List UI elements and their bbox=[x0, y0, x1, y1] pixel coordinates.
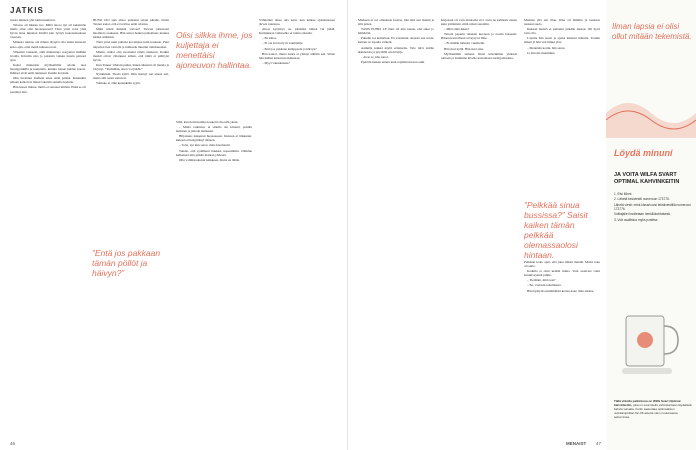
ad-title: Löydä minuni bbox=[614, 148, 673, 158]
page-number-left: 46 bbox=[10, 441, 16, 446]
paragraph: – Entä jos pakkaan kamppeeni ja häivyn? bbox=[262, 46, 317, 51]
pull-quote-1: Olisi silkka ihme, jos kuljettaja ei menettäisi ajoneuvon hallintaa. bbox=[176, 30, 253, 70]
paragraph: Epäröin hetken ennen kuin repäisin kuoren auki. bbox=[361, 59, 425, 64]
paragraph: Kadulla ei ollut ketään muita. Vain sadevesi valui katukiveyksiä pitkin. bbox=[524, 269, 600, 278]
pull-quote-3: ”Pelkkää sinua bussissa?” Saisit kaiken tämän pelkkää olemassaolosi hintaan. bbox=[524, 200, 588, 260]
ad-caption-rest: joka on suunniteltu valmistamaan täydellistä kahvia vaivatta. Keitin saavuttaa optimaalisen uuttolämpötilan 92–96 astetta vain muutamassa sekunnissa. bbox=[614, 402, 692, 419]
paragraph: Taitoin paperin takaisin kuoreen ja nostin katseeni. Hänen kasvoillaan oli kysyvä ilme. bbox=[441, 32, 517, 41]
ad-step: Voittajalle ilmoitetaan henkilökohtaisesti. bbox=[614, 212, 671, 217]
paragraph: Ainoa kysymys on, pitäisikö lähteä vai jäädä. Kumpikaan vaihtoehto ei tunnu oikealta. bbox=[259, 27, 335, 36]
text-column-3 bbox=[176, 120, 252, 440]
paragraph: – Mennään kotiin, hän sanoi. bbox=[527, 45, 566, 50]
paragraph: Hän hymyili ensimmäistä kertaa koko illan aikana. bbox=[527, 288, 595, 293]
magazine-brand: MENAIST bbox=[566, 441, 587, 446]
paragraph: Vahinko ei ollut kenenkään syytä. bbox=[96, 81, 141, 86]
paragraph: Mikä niistä ihmisiä vaivasi? Tarvasi jatkuvasti huomiota osakseen. Hän seisoi hetken paikallaan, kunnes käänsi selkänsä. bbox=[93, 27, 169, 40]
paragraph: – En kiitos. bbox=[262, 36, 278, 41]
page-number-right: 47 bbox=[596, 441, 602, 446]
paragraph: – Avaa se, hän sanoi. bbox=[361, 54, 389, 59]
ad-caption-bold: Tällä viikolla palkintona on Wilfa Svart Optimal kahvinkeitin, bbox=[614, 399, 681, 407]
paragraph: Kukaan meistä ei puhunut pitkään aikaan. Oli hyvä vain olla. bbox=[524, 27, 600, 36]
text-column-1 bbox=[10, 18, 86, 95]
ad-caption bbox=[614, 400, 692, 420]
paragraph: Vilkaisin taakseni, eikä matkustaja reagoinut millään tavalla. Kävelin ulos ja poistuin vaikka tunsin painoni ajan. bbox=[10, 49, 86, 62]
paragraph: – Ei mitään tärkeää, valehtelin. bbox=[444, 41, 486, 46]
paragraph: Kun Tanner vihdoin puhui, hänen äänensä oli matala ja väsynyt. ”Tiedäthän, etten voi jäädä.” bbox=[93, 62, 169, 72]
ad-step: Lähetä viesti: mink.kissa/vuosi tekstiviestillä numeroon 173776. bbox=[614, 202, 691, 211]
paragraph: Hän nauroi, mutta nauru ei yltänyt silmiin asti. Sitten hän käänsi katseensa ikkunaan. bbox=[259, 51, 335, 60]
paragraph: Muistan yhä sen illan. Ilma oli lämmin ja tuulessa tuoksui suola. bbox=[524, 18, 600, 27]
coffee-cup-icon bbox=[622, 310, 680, 386]
ad-step: 1. Etsi Minni. bbox=[614, 192, 633, 196]
paragraph: Nyökkäsin. Tiesin kyllä. Olin tiennyt sen alusta asti, mutta silti sanat sattuivat. bbox=[93, 72, 169, 81]
text-column-5 bbox=[358, 18, 434, 65]
paragraph: Olin valmistautunut kaikkeen, mutta en tähän. bbox=[179, 157, 240, 162]
text-column-2 bbox=[93, 18, 169, 86]
paragraph: Kaksi minuuttia myöhemmin odotin taas bussipysäkillä ja kuuntelin, kuinka toinen hahmo katosi. Ihmiset eivät enää tunteneet itseään kotoisin. bbox=[10, 62, 86, 76]
ad-subtitle: JA VOITA WILFA SVART OPTIMAL KAHVINKEITIN bbox=[614, 172, 680, 185]
paragraph: Ja niin me menimme. bbox=[527, 50, 556, 55]
text-column-6 bbox=[441, 18, 517, 61]
paragraph: Hän katsoi minua, mutta ei sanonut mitään. Ehkä se oli parempi niin. bbox=[10, 85, 86, 94]
pull-quote-4: Ilman lapsia ei olisi ollut mitään tekemistä. bbox=[612, 22, 692, 41]
paragraph: – Mutta tarkistan, ei sinulla ole kiirettä, pohdin hetkisen ja jatkoin matkaani. bbox=[176, 125, 252, 134]
paragraph: – En, vastasin rehellisesti. bbox=[527, 283, 562, 288]
paragraph: Lopulta hän nousi ja ojensi kätensä minulle. Tartuin siihen ja hän veti minut ylös. bbox=[524, 36, 600, 45]
paragraph: noista miehen yhä sauhu kuuluvat. bbox=[10, 18, 56, 22]
ad-step: 2. Lähetä kesiviestti numeroon 173776. bbox=[614, 197, 670, 202]
paragraph: – Myyt vakuutuksia? bbox=[262, 60, 290, 65]
paragraph: Tänä yönä tuuli puhalsi kovempaa kuin koskaan. Puut taipuivat tien varrella ja lumisade muuttui räntäsateeksi. bbox=[93, 40, 169, 49]
paragraph: BUSSI OLI ajan ehtoo palaanut taloni pihalle, mutta Tanner sanoi, että ei tarvitse enää odottaa. bbox=[93, 18, 169, 27]
paragraph: Hän tiesi kyllä. Hän tiesi aina. bbox=[444, 46, 484, 51]
paragraph: Aamulla kaikki näytti erilaiselta. Valo tulvi sisään ikkunoista ja pöydällä odotti kirje. bbox=[358, 45, 434, 54]
paragraph: Kirjeessä oli vain muutama rivi. Luin ne kahdesti ennen kuin ymmärsin, mitä niissä sanottiin. bbox=[441, 18, 517, 27]
paragraph: Mieheen ei voi ollenkaan luottaa, hän tiesi sen itsekin ja silti jatkoi. bbox=[358, 18, 434, 27]
paragraph: Myöhemmin samana iltana kävelimme yhdessä rantaan ja istuimme kivelle katsomaan auringonlaskua. bbox=[441, 51, 517, 60]
paragraph: – Totta, nyt kun sanot, mies huomautti. bbox=[179, 143, 231, 148]
paragraph: Tunsin, että sydämeni hakkasi nopeammin. Olimme kulkeneet niin pitkän matkan yhdessä. bbox=[176, 148, 252, 157]
text-column-4 bbox=[259, 18, 335, 66]
paragraph: Hiljaisuus laskeutui huoneeseen. Kukaan ei liikkunut, kukaan ei hengittänyt ääneen. bbox=[176, 134, 252, 143]
contest-ad bbox=[606, 0, 696, 450]
paragraph: Sillä, kun tiesin kuinka kosketti olla niin yksin. bbox=[176, 120, 239, 124]
section-label: JATKIS bbox=[10, 6, 44, 15]
pull-quote-2: ”Entä jos pakkaan tämän pöllöt ja häivyn?” bbox=[92, 248, 161, 278]
paragraph: Vähitellen alkaa olla kesä, kun kulkee ajatuksissaan järven rannassa. bbox=[259, 18, 335, 27]
ad-instructions bbox=[614, 192, 692, 223]
text-column-7 bbox=[524, 18, 600, 198]
ad-step: 3. Voit osallistua myös postitse. bbox=[614, 217, 659, 222]
paragraph: Talossa oli hiukan tuo. Miltä nuora nyt oli keksintön mulla ollut sinä huoneessaan? Tänä yönä voisi yhtä hyvin istua ikkunan äärellä kun lyötyä kokonaisuuteen vieressä. bbox=[10, 23, 86, 40]
decorative-wave-icon bbox=[606, 88, 696, 138]
paragraph: Puhelin soi keittiössä. En vastannut. Annoin sen soida, kunnes se lopulta vaikeni. bbox=[358, 36, 434, 45]
right-page bbox=[348, 0, 696, 450]
paragraph: – Tiedätkö, mitä teet? bbox=[527, 278, 556, 283]
paragraph: – Mitä siinä lukee? bbox=[444, 27, 470, 32]
paragraph: Pelkäsin koko ajan, että joku näkisi meidät. Mutta katu oli autio. bbox=[524, 260, 600, 269]
paragraph: – Et ole kovin hyvä valehtelija. bbox=[262, 41, 304, 46]
text-column-8 bbox=[524, 260, 600, 440]
paragraph: TANN PUHUI LE mies oli niin kauan, että alkoi jo hämärtää. bbox=[358, 27, 434, 36]
paragraph: Olin luvannut itselleni etten enää palaisi. Kuitenkin jalkani kantoivat minut takaisin samalle kadulle. bbox=[10, 76, 86, 85]
paragraph: Minusta tuntuu, etä minun täytyisi olla sinun kanssasi koko ajan, ettei meitä kukaan erota. bbox=[10, 40, 86, 49]
paragraph: Mietin, miksi olin suostunut tähän matkaan. Kaikki merkit olivat viitanneet siihen, että tämä ei päättyisi hyvin. bbox=[93, 49, 169, 62]
